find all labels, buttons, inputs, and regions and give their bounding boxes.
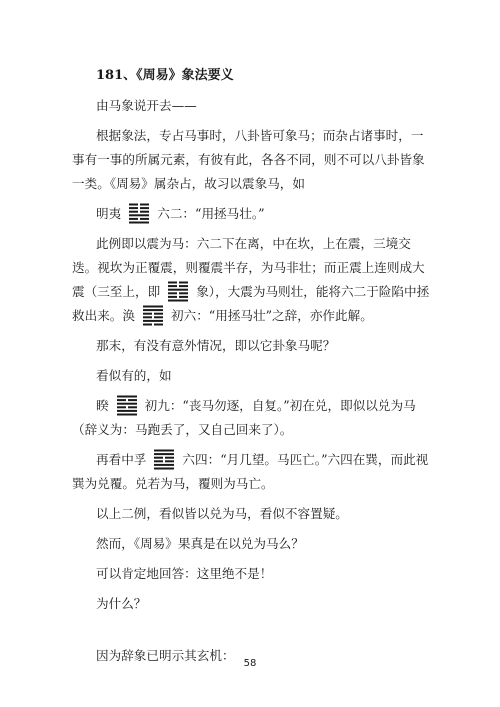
- spacer: [72, 622, 434, 644]
- yin-line-segment: [129, 204, 138, 206]
- yin-line-segment: [128, 406, 137, 408]
- yin-line-segment: [179, 296, 188, 298]
- paragraph-8: [72, 448, 434, 496]
- yang-line: [154, 450, 174, 452]
- hexagram-icon-mingyi: [128, 202, 150, 224]
- yin-line-segment: [165, 460, 174, 462]
- yin-line-segment: [154, 324, 163, 326]
- text-segment: 此例即以震为马：六二下在离，中在坎，上在震，三境交迭。视坎为正覆震，则覆震半存，为马非壮；而正震上连则成大震（三至上，即: [72, 236, 425, 299]
- yang-line: [129, 222, 149, 224]
- yin-line-segment: [140, 207, 149, 209]
- yin-line-segment: [154, 457, 163, 459]
- yang-line: [129, 214, 149, 216]
- paragraph-9: 以上二例，看似皆以兑为马，看似不容置疑。: [96, 506, 348, 521]
- yin-line-segment: [143, 324, 152, 326]
- yin-line-segment: [168, 285, 177, 287]
- yin-line-segment: [143, 316, 152, 318]
- hexagram-icon-huan: [142, 304, 164, 326]
- paragraph-1: 由马象说开去——: [96, 98, 197, 113]
- yang-line: [117, 396, 137, 398]
- yin-line-segment: [179, 292, 188, 294]
- yin-line-segment: [165, 457, 174, 459]
- paragraph-6: 看似有的，如: [96, 368, 172, 383]
- yang-line: [168, 300, 188, 302]
- yang-line: [154, 468, 174, 470]
- yin-line-segment: [117, 399, 126, 401]
- yin-line-segment: [129, 211, 138, 213]
- yin-line-segment: [154, 460, 163, 462]
- yang-line: [117, 403, 137, 405]
- yin-line-segment: [140, 211, 149, 213]
- hexagram-name-zhongfu: 再看中孚: [96, 452, 147, 467]
- paragraph-2: 根据象法，专占马事时，八卦皆可象马；而杂占诸事时，一事有一事的所属元素，有彼有此，各各不同，则不可以八卦皆象一类。《周易》属杂占，故习以震象马，如: [72, 128, 425, 191]
- paragraph-11: 可以肯定地回答：这里绝不是！: [96, 566, 273, 581]
- section-title: 181、《周易》象法要义: [96, 68, 234, 83]
- yang-line: [117, 414, 137, 416]
- yang-line: [143, 306, 163, 308]
- hexagram-icon-zhongfu: [153, 448, 175, 470]
- yang-line: [154, 453, 174, 455]
- yang-line: [143, 309, 163, 311]
- yin-line-segment: [179, 285, 188, 287]
- yang-line: [143, 320, 163, 322]
- yang-line: [154, 464, 174, 466]
- paragraph-12: 为什么？: [96, 596, 147, 611]
- page-body: [72, 64, 434, 674]
- yang-line: [168, 289, 188, 291]
- yin-line-segment: [143, 313, 152, 315]
- yin-line-segment: [129, 207, 138, 209]
- paragraph-3: [72, 202, 434, 226]
- hexagram-icon-dazhen: [167, 280, 189, 302]
- yin-line-segment: [140, 204, 149, 206]
- paragraph-10: 然而，《周易》果真是在以兑为马么？: [96, 536, 304, 551]
- yin-line-segment: [179, 282, 188, 284]
- yin-line-segment: [128, 399, 137, 401]
- text-segment: 象），大震为马则壮，能将六二于险陷中拯救出来。涣: [72, 284, 430, 323]
- yin-line-segment: [129, 218, 138, 220]
- yin-line-segment: [154, 313, 163, 315]
- text-segment: 初六：“用拯马壮”之辞，亦作此解。: [171, 308, 373, 323]
- yin-line-segment: [117, 406, 126, 408]
- line-text: 六四：“月几望。马匹亡。”六四在巽，而此视巽为兑覆。兑若为马，覆则为马亡。: [72, 452, 429, 491]
- yin-line-segment: [168, 282, 177, 284]
- hexagram-name-kui: 睽: [96, 398, 109, 413]
- yin-line-segment: [168, 296, 177, 298]
- yin-line-segment: [168, 292, 177, 294]
- line-text: 六二：“用拯马壮。”: [157, 206, 265, 221]
- yin-line-segment: [154, 316, 163, 318]
- paragraph-5: 那末，有没有意外情况，即以它卦象马呢？: [96, 338, 336, 353]
- page-number: 58: [243, 658, 257, 669]
- paragraph-13: 因为辞象已明示其玄机：: [96, 648, 235, 663]
- yin-line-segment: [140, 218, 149, 220]
- paragraph-4: [72, 232, 434, 328]
- line-text: 初九：“丧马勿逐，自复。”初在兑，即似以兑为马（辞义为：马跑丢了，又自己回来了）。: [72, 398, 416, 437]
- hexagram-icon-kui: [116, 394, 138, 416]
- yang-line: [117, 410, 137, 412]
- hexagram-name-mingyi: 明夷: [96, 206, 122, 221]
- paragraph-7: [72, 394, 434, 442]
